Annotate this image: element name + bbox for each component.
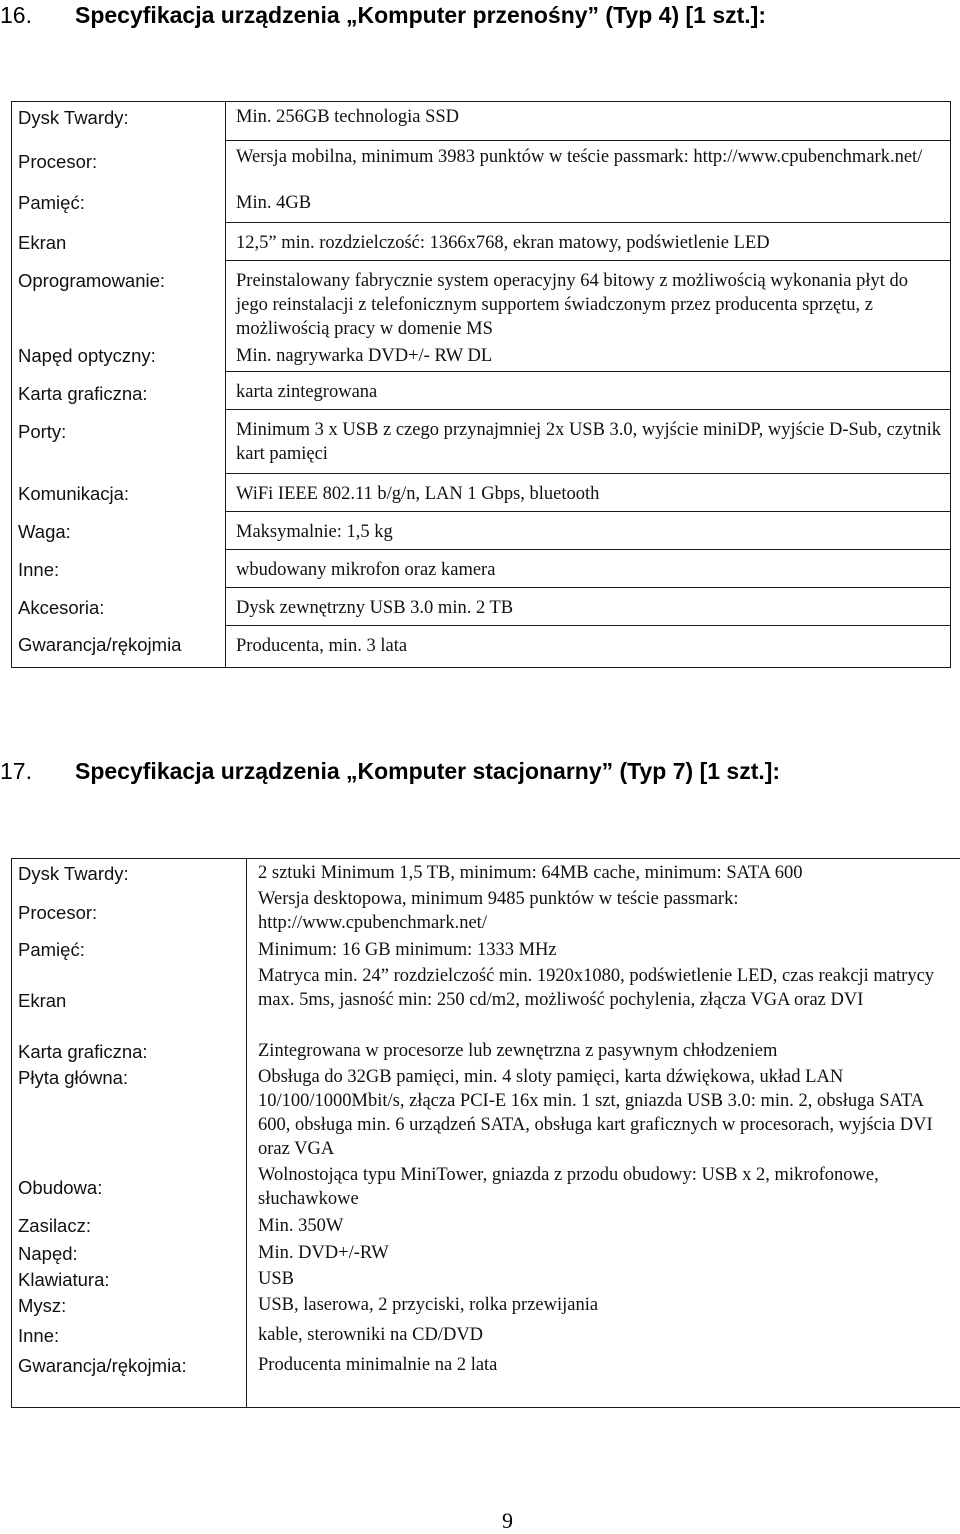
value-cell	[225, 260, 950, 371]
row-value: wbudowany mikrofon oraz kamera	[236, 560, 496, 580]
row-label: Dysk Twardy:	[18, 863, 129, 884]
section-number: 16.	[0, 2, 32, 28]
value-cell	[225, 511, 950, 549]
section-title: Specyfikacja urządzenia „Komputer stacjonarny” (Typ 7) [1 szt.]:	[75, 758, 781, 784]
row-label: Karta graficzna:	[18, 1041, 148, 1062]
section-number: 17.	[0, 758, 32, 784]
page-number: 9	[502, 1508, 513, 1533]
row-label: Akcesoria:	[18, 597, 105, 618]
value-cell	[225, 409, 950, 473]
value-cell	[225, 371, 950, 409]
value-cell	[225, 549, 950, 587]
row-label: Gwarancja/rękojmia:	[18, 1355, 187, 1376]
row-label: Karta graficzna:	[18, 383, 148, 404]
value-cell	[225, 140, 950, 222]
row-value: kable, sterowniki na CD/DVD	[258, 1325, 484, 1345]
row-label: Inne:	[18, 1325, 60, 1346]
row-label: Procesor:	[18, 151, 98, 172]
row-value: Wolnostojąca typu MiniTower, gniazda z przodu obudowy: USB x 2, mikrofonowe, słuchawkowe	[258, 1165, 879, 1209]
row-value: Minimum: 16 GB minimum: 1333 MHz	[258, 940, 557, 960]
row-label: Inne:	[18, 559, 60, 580]
row-label: Mysz:	[18, 1295, 67, 1316]
desktop-spec-table	[11, 858, 960, 1408]
row-value: Min. 256GB technologia SSD	[236, 107, 460, 127]
row-label: Napęd optyczny:	[18, 345, 156, 366]
row-label: Pamięć:	[18, 939, 85, 960]
value-cell	[225, 625, 950, 667]
laptop-spec-table	[11, 101, 951, 668]
row-value: Min. 350W	[258, 1216, 344, 1236]
row-value: Zintegrowana w procesorze lub zewnętrzna z pasywnym chłodzeniem	[258, 1041, 778, 1061]
value-cell	[225, 587, 950, 625]
row-value: WiFi IEEE 802.11 b/g/n, LAN 1 Gbps, bluetooth	[236, 484, 600, 504]
row-value: Minimum 3 x USB z czego przynajmniej 2x USB 3.0, wyjście miniDP, wyjście D-Sub, czytnik kart pamięci	[236, 420, 941, 464]
row-label: Ekran	[18, 990, 67, 1011]
row-label: Waga:	[18, 521, 71, 542]
row-label: Dysk Twardy:	[18, 107, 129, 128]
row-label: Gwarancja/rękojmia	[18, 634, 182, 655]
row-value: Wersja desktopowa, minimum 9485 punktów w teście passmark: http://www.cpubenchmark.net/	[258, 889, 739, 933]
row-label: Procesor:	[18, 902, 98, 923]
row-label: Komunikacja:	[18, 483, 130, 504]
row-value: karta zintegrowana	[236, 382, 378, 402]
row-value: Wersja mobilna, minimum 3983 punktów w teście passmark: http://www.cpubenchmark.net/	[236, 147, 923, 167]
row-label: Zasilacz:	[18, 1215, 91, 1236]
row-value: USB, laserowa, 2 przyciski, rolka przewijania	[258, 1295, 599, 1315]
row-label: Obudowa:	[18, 1177, 103, 1198]
row-value: Min. 4GB	[236, 193, 312, 213]
row-value: Min. nagrywarka DVD+/- RW DL	[236, 346, 493, 366]
row-label: Oprogramowanie:	[18, 270, 166, 291]
row-value: 2 sztuki Minimum 1,5 TB, minimum: 64MB cache, minimum: SATA 600	[258, 863, 803, 883]
section-title: Specyfikacja urządzenia „Komputer przenośny” (Typ 4) [1 szt.]:	[75, 2, 766, 28]
row-value: Producenta minimalnie na 2 lata	[258, 1355, 498, 1375]
value-cell	[225, 102, 950, 140]
row-value: Obsługa do 32GB pamięci, min. 4 sloty pamięci, karta dźwiękowa, układ LAN 10/100/1000Mbit/s, złącza PCI-E 16x min. 1 szt, gniazda USB 3.0: min. 2, obsługa SATA 600, obsługa min. 6 urządzeń SATA, obsługa kart graficznych w procesorach, wyjścia DVI oraz VGA	[258, 1067, 933, 1159]
row-value: Maksymalnie: 1,5 kg	[236, 522, 393, 542]
value-cell	[225, 222, 950, 260]
row-value: Matryca min. 24” rozdzielczość min. 1920x1080, podświetlenie LED, czas reakcji matrycy max. 5ms, jasność min: 250 cd/m2, możliwość pochylenia, złącza VGA oraz DVI	[258, 966, 935, 1010]
section-17-heading	[0, 756, 960, 790]
row-value: Min. DVD+/-RW	[258, 1243, 389, 1263]
column-divider	[246, 859, 247, 1407]
row-label: Klawiatura:	[18, 1269, 110, 1290]
row-label: Porty:	[18, 421, 67, 442]
row-value: Preinstalowany fabrycznie system operacyjny 64 bitowy z możliwością wykonania płyt do jego reinstalacji z telefonicznym supportem świadczonym przez producenta sprzętu, z możliwością pracy w domenie MS	[236, 271, 908, 339]
row-value: Producenta, min. 3 lata	[236, 636, 408, 656]
row-label: Pamięć:	[18, 192, 85, 213]
row-label: Ekran	[18, 232, 67, 253]
row-value: Dysk zewnętrzny USB 3.0 min. 2 TB	[236, 598, 514, 618]
row-value: 12,5” min. rozdzielczość: 1366x768, ekran matowy, podświetlenie LED	[236, 233, 770, 253]
row-label: Płyta główna:	[18, 1067, 129, 1088]
row-value: USB	[258, 1269, 294, 1289]
section-16-heading	[0, 0, 960, 34]
value-cell	[225, 473, 950, 511]
row-label: Napęd:	[18, 1243, 78, 1264]
